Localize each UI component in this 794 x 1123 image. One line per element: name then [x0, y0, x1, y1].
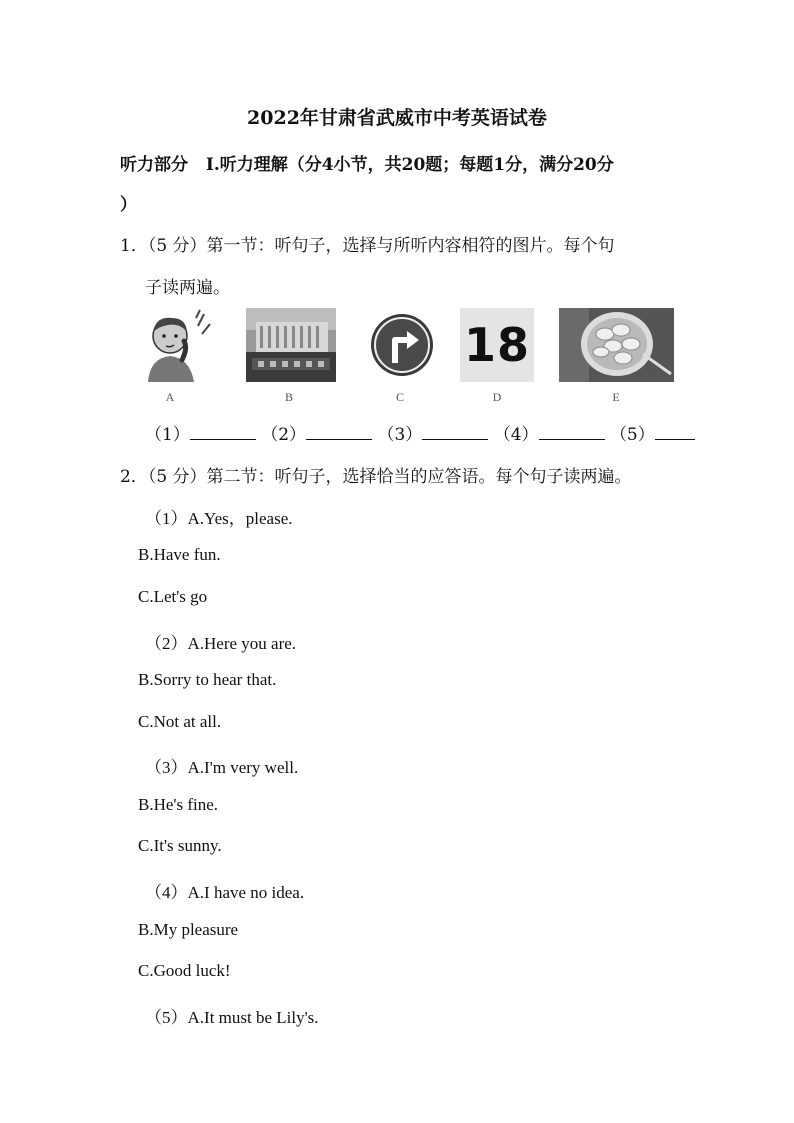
q2-item-1-a[interactable]: （1）A.Yes，please.: [145, 509, 293, 528]
blank-label-4: （4）: [493, 425, 539, 445]
part-label: 听力部分: [120, 155, 188, 175]
q2-item-2-a[interactable]: （2）A.Here you are.: [145, 634, 297, 653]
q2-item-1-b[interactable]: B.Have fun.: [138, 545, 221, 564]
picture-c: [367, 308, 437, 382]
picture-e: [559, 308, 674, 382]
blank-label-2: （2）: [261, 425, 307, 445]
section-header-close: ）: [120, 195, 137, 215]
blank-label-1: （1）: [145, 425, 190, 445]
section-header: [120, 150, 614, 175]
q2-item-3-c[interactable]: C.It's sunny.: [138, 836, 222, 855]
q2-item-2-c[interactable]: C.Not at all.: [138, 712, 222, 731]
q2-item-1-c[interactable]: C.Let's go: [138, 587, 208, 606]
section-subtitle: Ⅰ.听力理解（分4小节，共20题；每题1分，满分20分: [205, 155, 614, 175]
building-photo-icon: [246, 308, 336, 382]
picture-e-label: E: [612, 390, 620, 404]
answer-blank-3[interactable]: [422, 425, 488, 440]
q1-stem-line1: 1．（5 分）第一节：听句子，选择与所听内容相符的图片。每个句: [120, 236, 615, 256]
q2-item-3-b[interactable]: B.He's fine.: [138, 795, 219, 814]
blank-label-5: （5）: [609, 425, 655, 445]
picture-d: [460, 308, 534, 382]
number-18-icon: 18: [463, 318, 530, 372]
q2-item-3-a[interactable]: （3）A.I'm very well.: [145, 758, 299, 777]
picture-b-label: B: [284, 390, 293, 404]
answer-blank-4[interactable]: [539, 425, 605, 440]
exam-title: 2022年甘肃省武威市中考英语试卷: [247, 107, 547, 129]
q2-item-2-b[interactable]: B.Sorry to hear that.: [138, 670, 277, 689]
answer-blank-1[interactable]: [190, 425, 256, 440]
q2-item-4-b[interactable]: B.My pleasure: [138, 920, 239, 939]
dumplings-plate-icon: [559, 308, 674, 382]
answer-blanks-row: [145, 420, 695, 445]
picture-b: [246, 308, 336, 382]
picture-d-label: D: [492, 390, 502, 404]
answer-blank-5[interactable]: [655, 425, 695, 440]
q1-stem-line2: 子读两遍。: [145, 278, 230, 298]
picture-c-label: C: [395, 390, 404, 404]
q2-item-4-a[interactable]: （4）A.I have no idea.: [145, 883, 305, 902]
boy-thinking-icon: [138, 308, 214, 382]
turn-right-sign-icon: [367, 308, 437, 382]
q2-item-5-a[interactable]: （5）A.It must be Lily's.: [145, 1008, 319, 1027]
answer-blank-2[interactable]: [306, 425, 372, 440]
q2-item-4-c[interactable]: C.Good luck!: [138, 961, 231, 980]
blank-label-3: （3）: [377, 425, 423, 445]
q2-stem: 2．（5 分）第二节：听句子，选择恰当的应答语。每个句子读两遍。: [120, 467, 632, 487]
picture-a-label: A: [165, 390, 175, 404]
picture-a: [138, 308, 214, 382]
